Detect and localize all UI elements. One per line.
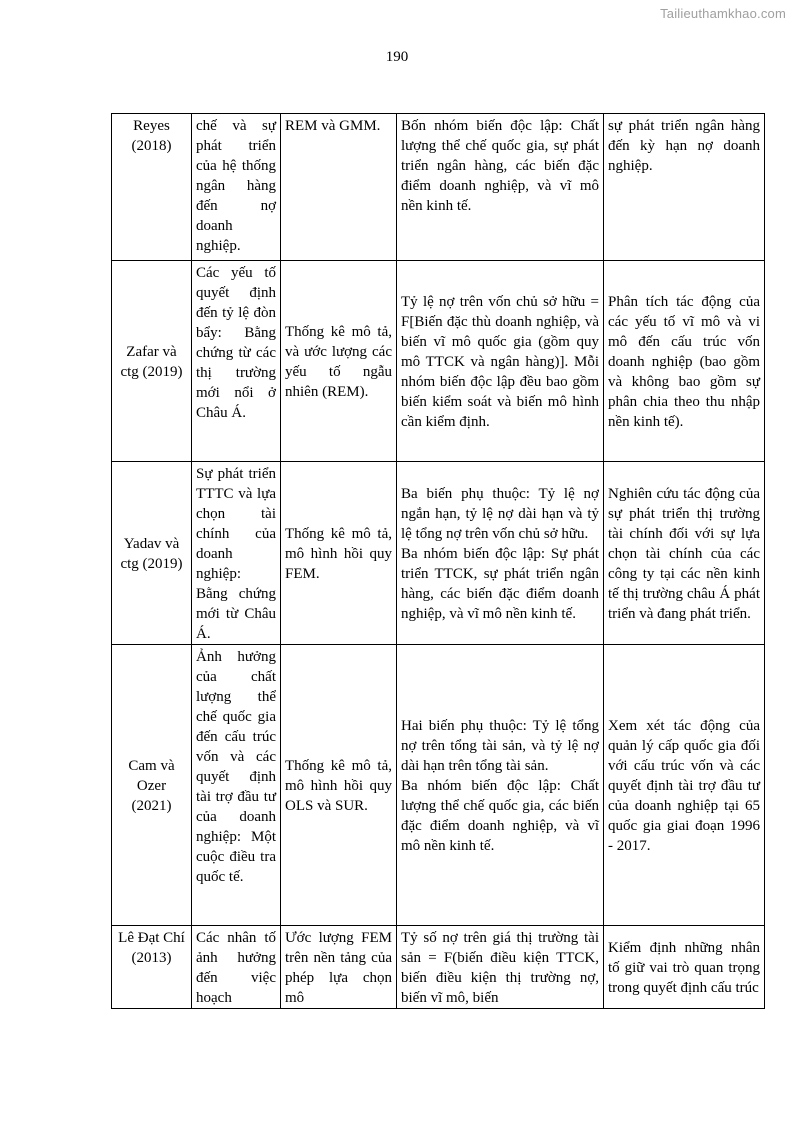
author-cell: Zafar và ctg (2019) [112, 261, 192, 462]
author-cell: Reyes (2018) [112, 114, 192, 261]
table-row [112, 462, 765, 645]
author-cell: Lê Đạt Chí (2013) [112, 926, 192, 1009]
topic-cell: Sự phát triển TTTC và lựa chọn tài chính của doanh nghiệp: Bằng chứng mới từ Châu Á. [192, 462, 281, 645]
result-cell: Phân tích tác động của các yếu tố vĩ mô và vi mô đến cấu trúc vốn doanh nghiệp (bao gồm và không bao gồm sự phân chia theo thu nhập nền kinh tế). [604, 261, 765, 462]
variables-cell: Hai biến phụ thuộc: Tỷ lệ tổng nợ trên tổng tài sản, và tỷ lệ nợ dài hạn trên tổng tài sản. Ba nhóm biến độc lập: Chất lượng thể chế quốc gia, các biến đặc điểm doanh nghiệp, và vĩ mô nền kinh tế. [397, 645, 604, 926]
variables-cell: Ba biến phụ thuộc: Tỷ lệ nợ ngắn hạn, tỷ lệ nợ dài hạn và tỷ lệ tổng nợ trên vốn chủ sở hữu. Ba nhóm biến độc lập: Sự phát triển TTCK, sự phát triển ngân hàng, các biến đặc điểm doanh nghiệp, và vĩ mô nền kinh tế. [397, 462, 604, 645]
method-cell: Thống kê mô tả, mô hình hồi quy FEM. [281, 462, 397, 645]
method-cell: Ước lượng FEM trên nền tảng của phép lựa chọn mô [281, 926, 397, 1009]
table-row [112, 261, 765, 462]
method-cell: Thống kê mô tả, và ước lượng các yếu tố ngẫu nhiên (REM). [281, 261, 397, 462]
page-number: 190 [385, 49, 409, 65]
author-cell: Cam và Ozer (2021) [112, 645, 192, 926]
result-cell: Kiểm định những nhân tố giữ vai trò quan trọng trong quyết định cấu trúc [604, 926, 765, 1009]
table-row [112, 114, 765, 261]
table-row [112, 926, 765, 1009]
method-cell: Thống kê mô tả, mô hình hồi quy OLS và SUR. [281, 645, 397, 926]
result-cell: sự phát triển ngân hàng đến kỳ hạn nợ doanh nghiệp. [604, 114, 765, 261]
topic-cell: chế và sự phát triển của hệ thống ngân hàng đến nợ doanh nghiệp. [192, 114, 281, 261]
result-cell: Xem xét tác động của quản lý cấp quốc gia đối với cấu trúc vốn và các quyết định tài trợ đầu tư của doanh nghiệp tại 65 quốc gia giai đoạn 1996 - 2017. [604, 645, 765, 926]
topic-cell: Ảnh hưởng của chất lượng thể chế quốc gia đến cấu trúc vốn và các quyết định tài trợ đầu tư của doanh nghiệp: Một cuộc điều tra quốc tế. [192, 645, 281, 926]
table-row [112, 645, 765, 926]
author-cell: Yadav và ctg (2019) [112, 462, 192, 645]
watermark-text: Tailieuthamkhao.com [660, 6, 786, 21]
variables-cell: Tỷ lệ nợ trên vốn chủ sở hữu = F[Biến đặc thù doanh nghiệp, và biến vĩ mô quốc gia (gồm quy mô TTCK và ngân hàng)]. Mỗi nhóm biến độc lập đều bao gồm biến kiểm soát và biến mô hình cần kiểm định. [397, 261, 604, 462]
method-cell: REM và GMM. [281, 114, 397, 261]
variables-cell: Tỷ số nợ trên giá thị trường tài sản = F(biến điều kiện TTCK, biến điều kiện thị trường nợ, biến vĩ mô, biến [397, 926, 604, 1009]
variables-cell: Bốn nhóm biến độc lập: Chất lượng thể chế quốc gia, sự phát triển ngân hàng, các biến đặc điểm doanh nghiệp, và vĩ mô nền kinh tế. [397, 114, 604, 261]
topic-cell: Các yếu tố quyết định đến tỷ lệ đòn bẩy: Bằng chứng từ các thị trường mới nổi ở Châu Á. [192, 261, 281, 462]
result-cell: Nghiên cứu tác động của sự phát triển thị trường tài chính đối với sự lựa chọn tài chính của các công ty tại các nền kinh tế thị trường châu Á phát triển và đang phát triển. [604, 462, 765, 645]
topic-cell: Các nhân tố ảnh hưởng đến việc hoạch [192, 926, 281, 1009]
literature-review-table [111, 113, 765, 1009]
